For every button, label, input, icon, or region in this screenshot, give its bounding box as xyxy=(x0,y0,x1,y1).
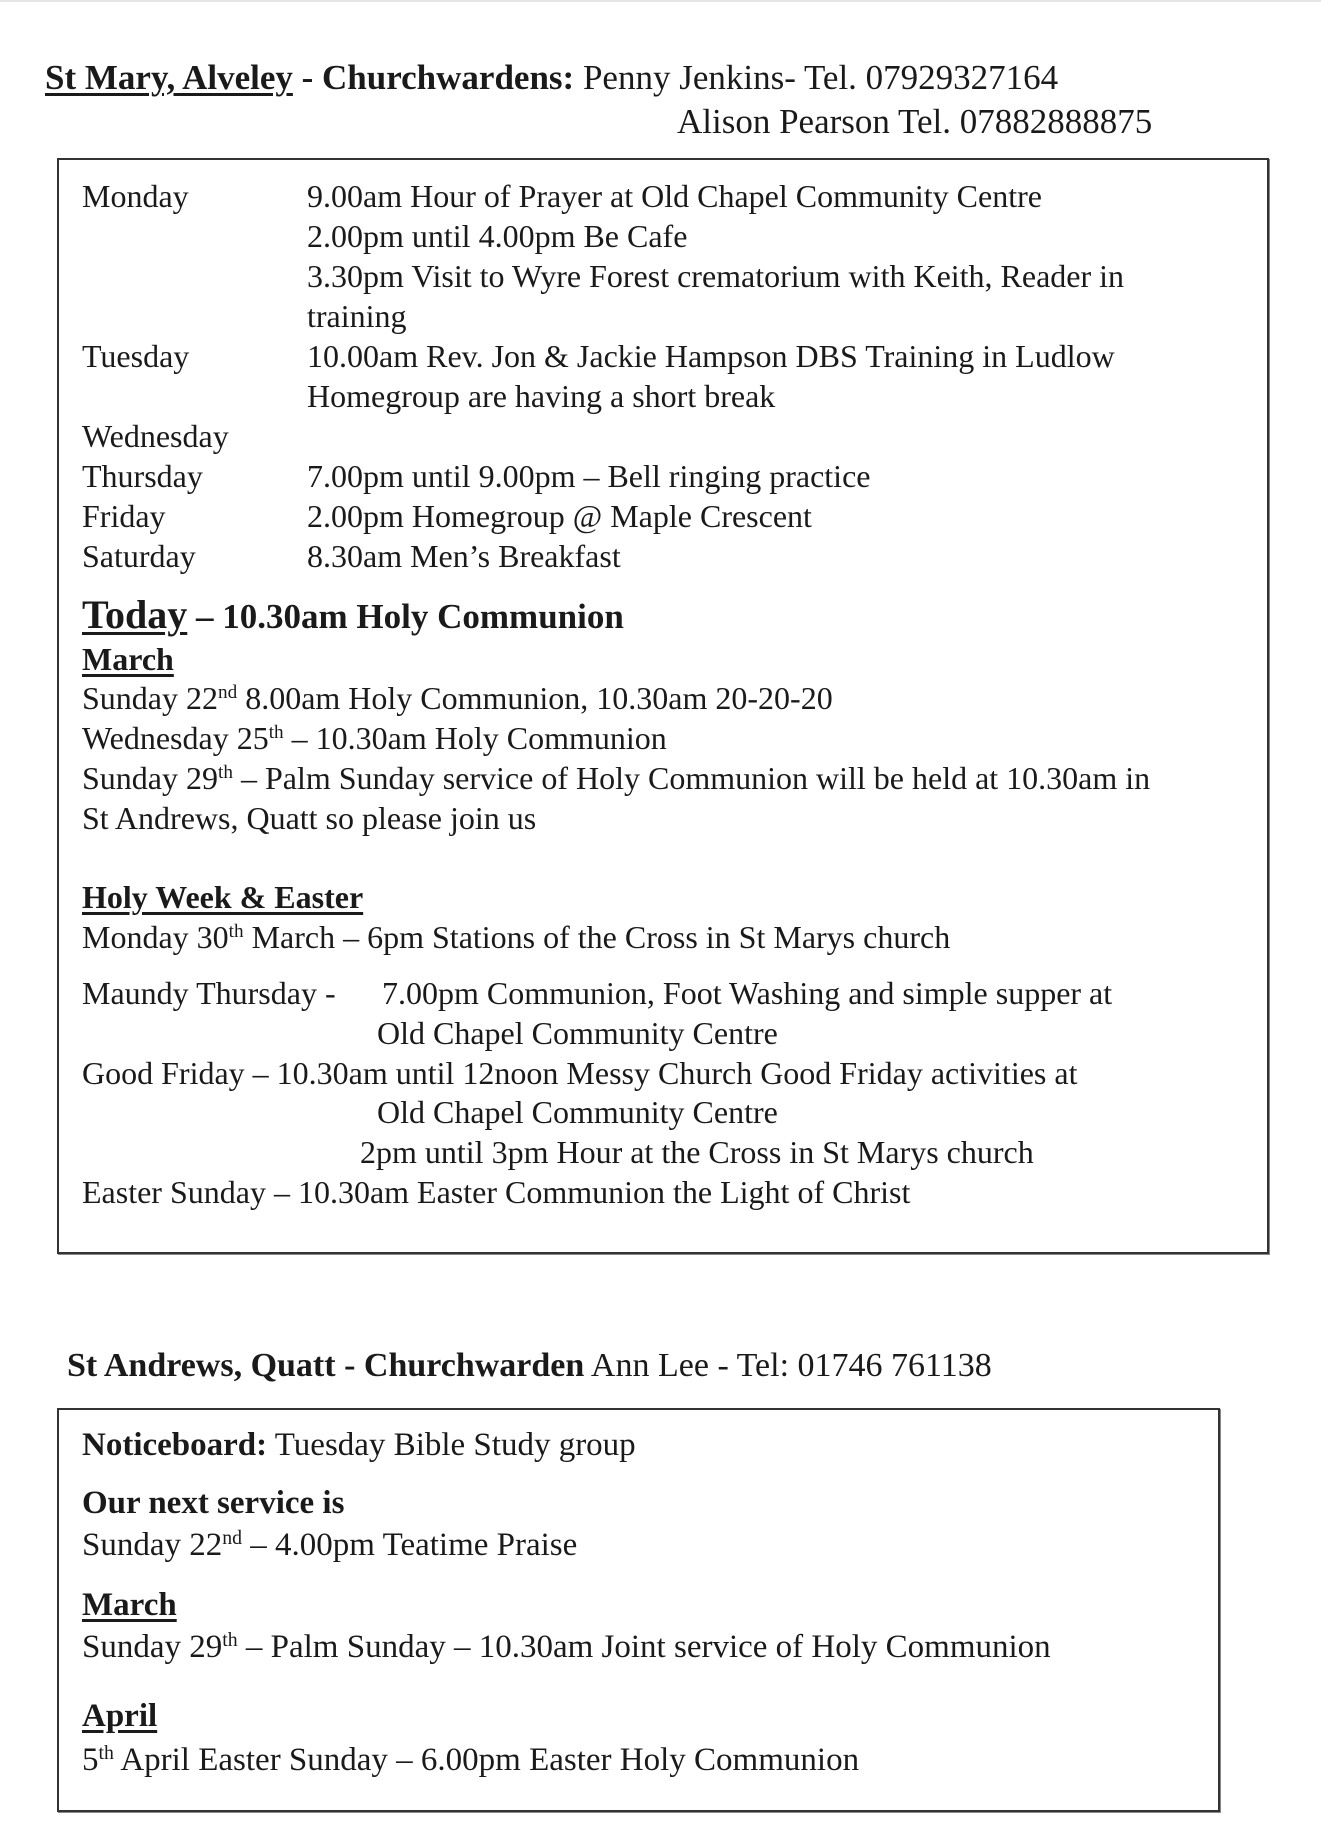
holy-week-item xyxy=(82,921,950,953)
day-label: Thursday xyxy=(82,458,203,494)
page-top-border xyxy=(0,0,1321,2)
item-text: Sunday 29 xyxy=(82,1629,223,1665)
item-text: – Palm Sunday – 10.30am Joint service of Holy Communion xyxy=(237,1629,1051,1665)
item-text: March – 6pm Stations of the Cross in St Marys church xyxy=(243,919,951,955)
day-label: Wednesday xyxy=(82,418,229,454)
quatt-warden: Ann Lee - Tel: 01746 761138 xyxy=(584,1347,992,1384)
item-text: Wednesday 25 xyxy=(82,720,269,756)
noticeboard-label: Noticeboard: xyxy=(82,1427,268,1463)
quatt-march-item xyxy=(82,1631,1051,1664)
event-line: 10.00am Rev. Jon & Jackie Hampson DBS Training in Ludlow xyxy=(307,338,1115,374)
good-friday-afternoon: 2pm until 3pm Hour at the Cross in St Marys church xyxy=(360,1134,1034,1170)
day-label: Monday xyxy=(82,178,189,214)
event-line: Homegroup are having a short break xyxy=(307,378,776,414)
item-text: – 4.00pm Teatime Praise xyxy=(242,1527,578,1563)
header-separator: - xyxy=(292,58,323,97)
item-text: Sunday 22 xyxy=(82,680,218,716)
today-line xyxy=(82,592,624,637)
next-service-heading: Our next service is xyxy=(82,1485,345,1521)
event-line: 2.00pm Homegroup @ Maple Crescent xyxy=(307,498,812,534)
holy-week-heading: Holy Week & Easter xyxy=(82,879,364,915)
today-label: Today xyxy=(82,592,188,637)
good-friday-continuation: Old Chapel Community Centre xyxy=(377,1094,778,1130)
march-item xyxy=(82,762,1150,794)
item-text: 8.00am Holy Communion, 10.30am 20-20-20 xyxy=(237,680,833,716)
maundy-text: 7.00pm Communion, Foot Washing and simple supper at xyxy=(382,975,1113,1011)
noticeboard-line xyxy=(82,1429,636,1462)
warden-1: Penny Jenkins- Tel. 07929327164 xyxy=(574,58,1059,97)
good-friday-text: Good Friday – 10.30am until 12noon Messy Church Good Friday activities at xyxy=(82,1055,1078,1091)
event-line: training xyxy=(307,298,407,334)
noticeboard-text: Tuesday Bible Study group xyxy=(267,1427,636,1463)
march-item xyxy=(82,682,833,714)
item-text: – 10.30am Holy Communion xyxy=(283,720,667,756)
march-heading: March xyxy=(82,641,174,677)
quatt-church-name: St Andrews, Quatt - Churchwarden xyxy=(67,1347,585,1384)
next-service-item xyxy=(82,1529,577,1562)
quatt-april-heading: April xyxy=(82,1698,158,1734)
item-text: Sunday 29 xyxy=(82,760,218,796)
quatt-march-heading: March xyxy=(82,1587,177,1623)
item-text: Monday 30 xyxy=(82,919,229,955)
ordinal-suffix: th xyxy=(98,1742,114,1765)
day-label: Tuesday xyxy=(82,338,190,374)
maundy-label: Maundy Thursday - xyxy=(82,975,336,1011)
ordinal-suffix: th xyxy=(228,921,244,943)
ordinal-suffix: th xyxy=(218,762,233,784)
day-label: Saturday xyxy=(82,538,196,574)
day-label: Friday xyxy=(82,498,166,534)
item-text: April Easter Sunday – 6.00pm Easter Holy Communion xyxy=(113,1742,860,1778)
march-item xyxy=(82,722,667,754)
item-text: 5 xyxy=(82,1742,99,1778)
event-line: 2.00pm until 4.00pm Be Cafe xyxy=(307,218,688,254)
maundy-continuation: Old Chapel Community Centre xyxy=(377,1015,778,1051)
ordinal-suffix: th xyxy=(268,722,284,744)
event-line: 3.30pm Visit to Wyre Forest crematorium with Keith, Reader in xyxy=(307,258,1125,294)
easter-sunday-text: Easter Sunday – 10.30am Easter Communion the Light of Christ xyxy=(82,1174,911,1210)
ordinal-suffix: nd xyxy=(222,1527,243,1550)
alveley-header xyxy=(45,60,1058,95)
churchwardens-label: Churchwardens: xyxy=(322,58,575,97)
quatt-april-item xyxy=(82,1744,859,1777)
event-line: 7.00pm until 9.00pm – Bell ringing practice xyxy=(307,458,871,494)
item-text: Sunday 22 xyxy=(82,1527,223,1563)
warden-2: Alison Pearson Tel. 07882888875 xyxy=(677,102,1153,141)
alveley-church-name: St Mary, Alveley xyxy=(45,58,293,97)
quatt-header xyxy=(67,1349,992,1383)
march-item: St Andrews, Quatt so please join us xyxy=(82,800,537,836)
event-line: 9.00am Hour of Prayer at Old Chapel Community Centre xyxy=(307,178,1042,214)
today-text: – 10.30am Holy Communion xyxy=(187,597,624,636)
item-text: – Palm Sunday service of Holy Communion will be held at 10.30am in xyxy=(232,760,1151,796)
event-line: 8.30am Men’s Breakfast xyxy=(307,538,621,574)
ordinal-suffix: th xyxy=(222,1629,238,1652)
ordinal-suffix: nd xyxy=(218,682,238,704)
